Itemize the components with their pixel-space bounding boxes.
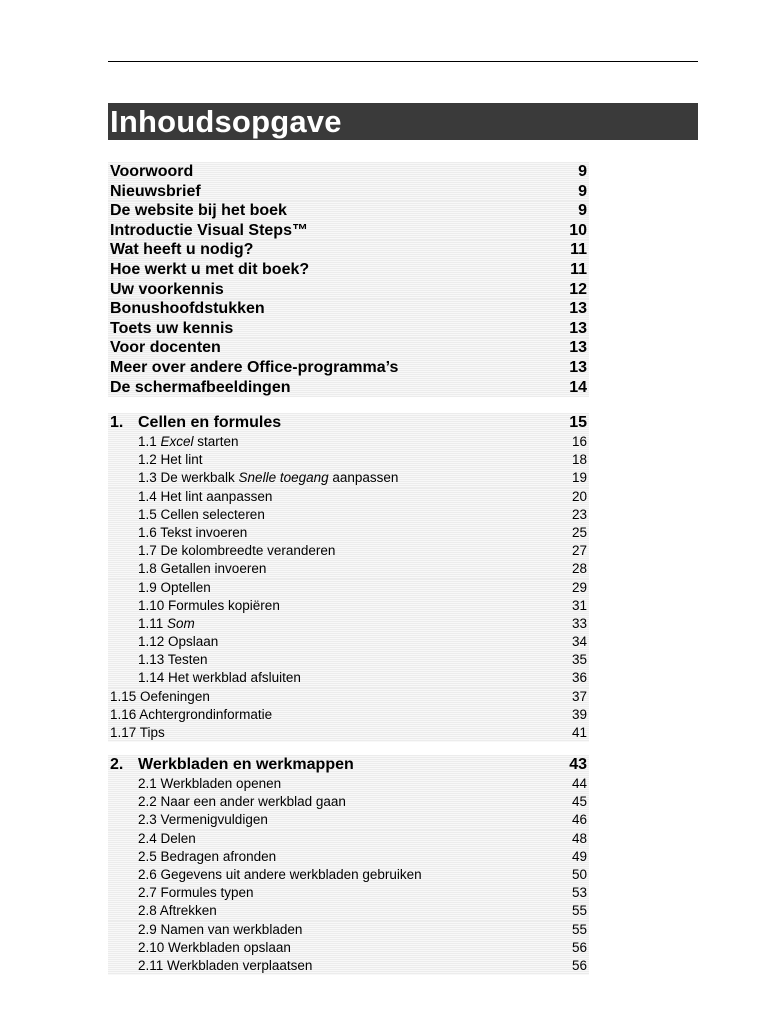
toc-subentry-label [138, 866, 422, 884]
toc-subentry-page: 18 [571, 452, 587, 468]
toc-subentry[interactable] [108, 866, 589, 884]
toc-subentry-page: 19 [571, 470, 587, 486]
toc-subentry[interactable] [108, 433, 589, 451]
toc-subentry-label [110, 706, 272, 724]
toc-subentry-page: 55 [571, 903, 587, 919]
toc-entry-label: Voorwoord [110, 163, 194, 180]
toc-entry[interactable] [108, 319, 589, 339]
toc-entry-label: Introductie Visual Steps™ [110, 221, 308, 239]
toc-subentry-page: 16 [571, 434, 587, 449]
toc-subentry-text: 2.7 Formules typen [138, 885, 254, 901]
toc-subentry-label [138, 469, 398, 487]
chapter-heading[interactable] [108, 755, 589, 775]
chapter-page: 43 [569, 756, 587, 773]
title-bar [108, 103, 698, 140]
toc-subentry-label [138, 669, 301, 687]
toc-subentry[interactable] [108, 488, 589, 506]
toc-subentry-label [138, 793, 346, 811]
toc-entry[interactable] [108, 280, 589, 300]
toc-entry[interactable] [108, 240, 589, 260]
toc-entry-label: Toets uw kennis [110, 319, 234, 337]
toc-subentry[interactable] [108, 724, 589, 742]
toc-entry-page: 13 [569, 358, 587, 376]
toc-subentry-label [138, 651, 208, 669]
toc-subentry[interactable] [108, 775, 589, 793]
toc-entry[interactable] [108, 260, 589, 280]
toc-entry-label: Uw voorkennis [110, 280, 224, 298]
toc-entry-page: 10 [569, 221, 587, 239]
toc-subentry-label [138, 848, 276, 866]
toc-subentry-text: 1.12 Opslaan [138, 634, 219, 650]
toc-intro-list [108, 162, 589, 397]
toc-subentry-label [138, 615, 195, 633]
toc-entry-label: De website bij het boek [110, 202, 287, 220]
toc-subentry-text: 1.11 [138, 615, 168, 631]
toc-subentry-label [138, 597, 280, 615]
toc-entry[interactable] [108, 182, 589, 202]
toc-entry-label: Nieuwsbrief [110, 182, 201, 200]
chapter-page: 15 [569, 414, 587, 431]
toc-subentry-text: 2.10 Werkbladen opslaan [138, 939, 291, 955]
toc-entry-page: 11 [570, 260, 587, 278]
toc-subentry[interactable] [108, 793, 589, 811]
toc-subentry-label [110, 724, 165, 742]
toc-subentry-label [138, 506, 265, 524]
toc-entry-label: Bonushoofdstukken [110, 300, 265, 318]
toc-subentry-page: 56 [571, 957, 587, 973]
toc-subentry-page: 49 [571, 848, 587, 864]
toc-subentry-text: 2.2 Naar een ander werkblad gaan [138, 794, 346, 810]
toc-subentry-emphasis: Som [167, 615, 195, 631]
toc-subentry-label [138, 579, 211, 597]
toc-subentry[interactable] [108, 830, 589, 848]
toc-subentry-emphasis: Snelle toegang [238, 470, 329, 486]
toc-subentry[interactable] [108, 939, 589, 957]
toc-subentry-text: 2.1 Werkbladen openen [138, 776, 282, 791]
toc-subentry-label [138, 633, 218, 651]
toc-entry-page: 9 [578, 182, 587, 200]
toc-subentry-page: 45 [571, 794, 587, 810]
toc-subentry[interactable] [108, 597, 589, 615]
toc-subentry[interactable] [108, 902, 589, 920]
toc-entry-page: 13 [569, 339, 587, 357]
toc-subentry-text-suffix: starten [193, 434, 239, 449]
toc-subentry-page: 36 [571, 670, 587, 686]
toc-subentry-page: 33 [571, 615, 587, 631]
toc-subentry-text: 1.4 Het lint aanpassen [138, 488, 273, 504]
chapter-heading-label [110, 413, 281, 433]
toc-subentry-page: 55 [571, 921, 587, 937]
chapter-heading[interactable] [108, 413, 589, 433]
toc-subentry[interactable] [108, 451, 589, 469]
toc-subentry-text: 1.10 Formules kopiëren [138, 597, 280, 613]
toc-subentry-text: 2.9 Namen van werkbladen [138, 921, 303, 937]
toc-chapter-2 [108, 755, 589, 975]
toc-chapter-1 [108, 413, 589, 742]
toc-subentry-page: 48 [571, 830, 587, 846]
toc-subentry-page: 56 [571, 939, 587, 955]
toc-subentry-label [138, 939, 291, 957]
toc-subentry-label [138, 830, 196, 848]
toc-subentry-label [138, 451, 203, 469]
toc-subentry-label [138, 902, 217, 920]
chapter-number: 1. [110, 414, 124, 431]
toc-subentry[interactable] [108, 669, 589, 687]
toc-entry[interactable] [108, 299, 589, 319]
toc-entry-page: 12 [569, 280, 587, 298]
toc-subentry-label [110, 688, 210, 706]
chapter-heading-label [110, 755, 354, 775]
toc-entry-label: Meer over andere Office-programma’s [110, 358, 399, 376]
toc-subentry-label [138, 560, 266, 578]
toc-entry-label: Voor docenten [110, 339, 221, 357]
toc-subentry-label [138, 811, 268, 829]
toc-subentry[interactable] [108, 848, 589, 866]
toc-subentry-text: 2.8 Aftrekken [138, 903, 217, 919]
toc-subentry[interactable] [108, 542, 589, 560]
toc-subentry-text: 1.8 Getallen invoeren [138, 561, 267, 577]
toc-entry[interactable] [108, 338, 589, 358]
toc-subentry-page: 41 [571, 725, 587, 740]
page-title: Inhoudsopgave [110, 104, 342, 139]
toc-subentry-page: 44 [571, 776, 587, 791]
toc-subentry-text: 1.6 Tekst invoeren [138, 524, 248, 540]
toc-subentry-text: 1.14 Het werkblad afsluiten [138, 670, 301, 686]
toc-entry-label: Wat heeft u nodig? [110, 241, 254, 259]
toc-subentry-label [138, 433, 239, 451]
toc-subentry-page: 46 [571, 812, 587, 828]
toc-subentry-text: 1.9 Optellen [138, 579, 211, 595]
toc-entry-page: 13 [569, 300, 587, 318]
toc-subentry-page: 25 [571, 524, 587, 540]
chapter-title: Werkbladen en werkmappen [138, 756, 354, 773]
toc-subentry-page: 20 [571, 488, 587, 504]
toc-subentry-text: 2.5 Bedragen afronden [138, 848, 277, 864]
toc-subentry-page: 27 [571, 543, 587, 559]
toc-subentry[interactable] [108, 579, 589, 597]
toc-subentry-label [138, 524, 247, 542]
toc-subentry-page: 37 [571, 688, 587, 704]
toc-entry-page: 13 [569, 319, 587, 337]
toc-subentry-page: 31 [571, 597, 587, 613]
toc-entry-page: 9 [578, 163, 587, 180]
toc-subentry-text: 1.16 Achtergrondinformatie [110, 706, 273, 722]
toc-subentry[interactable] [108, 524, 589, 542]
toc-subentry-text: 1.17 Tips [110, 725, 165, 740]
toc-subentry[interactable] [108, 957, 589, 975]
toc-subentry-page: 29 [571, 579, 587, 595]
toc-subentry-emphasis: Excel [160, 434, 194, 449]
toc-subentry[interactable] [108, 884, 589, 902]
toc-subentry-text: 2.6 Gegevens uit andere werkbladen gebruiken [138, 866, 422, 882]
toc-subentry[interactable] [108, 688, 589, 706]
toc-subentry-text: 1.7 De kolombreedte veranderen [138, 543, 336, 559]
toc-entry-page: 9 [578, 202, 587, 220]
toc-subentry[interactable] [108, 633, 589, 651]
toc-subentry-text: 2.3 Vermenigvuldigen [138, 812, 268, 828]
toc-entry[interactable] [108, 201, 589, 221]
toc-subentry[interactable] [108, 506, 589, 524]
toc-subentry-label [138, 957, 312, 975]
toc-subentry-text: 1.15 Oefeningen [110, 688, 210, 704]
toc-subentry-label [138, 775, 281, 793]
toc-subentry-text: 1.1 [138, 434, 161, 449]
chapter-number: 2. [110, 756, 124, 773]
toc-entry-page: 11 [570, 241, 587, 259]
toc-subentry[interactable] [108, 615, 589, 633]
toc-subentry-page: 35 [571, 652, 587, 668]
toc-entry[interactable] [108, 358, 589, 378]
toc-subentry-text: 1.2 Het lint [138, 452, 203, 468]
toc-subentry-page: 34 [571, 634, 587, 650]
toc-entry[interactable] [108, 221, 589, 241]
toc-subentry-page: 50 [571, 866, 587, 882]
toc-subentry-text: 2.4 Delen [138, 830, 196, 846]
toc-subentry[interactable] [108, 560, 589, 578]
toc-subentry-text: 1.13 Testen [138, 652, 208, 668]
toc-entry-label: Hoe werkt u met dit boek? [110, 260, 310, 278]
toc-entry-page: 14 [569, 378, 587, 396]
toc-subentry-text: 2.11 Werkbladen verplaatsen [138, 957, 313, 973]
toc-subentry[interactable] [108, 469, 589, 487]
toc-subentry-label [138, 921, 302, 939]
toc-subentry-page: 23 [571, 506, 587, 522]
top-rule [108, 61, 698, 62]
toc-subentry-label [138, 542, 335, 560]
toc-subentry[interactable] [108, 921, 589, 939]
toc-subentry[interactable] [108, 651, 589, 669]
toc-subentry[interactable] [108, 811, 589, 829]
toc-subentry-label [138, 884, 254, 902]
toc-subentry-page: 53 [571, 885, 587, 901]
toc-entry[interactable] [108, 378, 589, 398]
toc-subentry[interactable] [108, 706, 589, 724]
toc-subentry-page: 39 [571, 706, 587, 722]
chapter-title: Cellen en formules [138, 414, 282, 431]
toc-entry[interactable] [108, 162, 589, 182]
toc-subentry-text: 1.3 De werkbalk [138, 470, 239, 486]
toc-subentry-text: 1.5 Cellen selecteren [138, 506, 265, 522]
toc-entry-label: De schermafbeeldingen [110, 378, 291, 396]
toc-subentry-text-suffix: aanpassen [328, 470, 399, 486]
toc-subentry-page: 28 [571, 561, 587, 577]
toc-subentry-label [138, 488, 272, 506]
